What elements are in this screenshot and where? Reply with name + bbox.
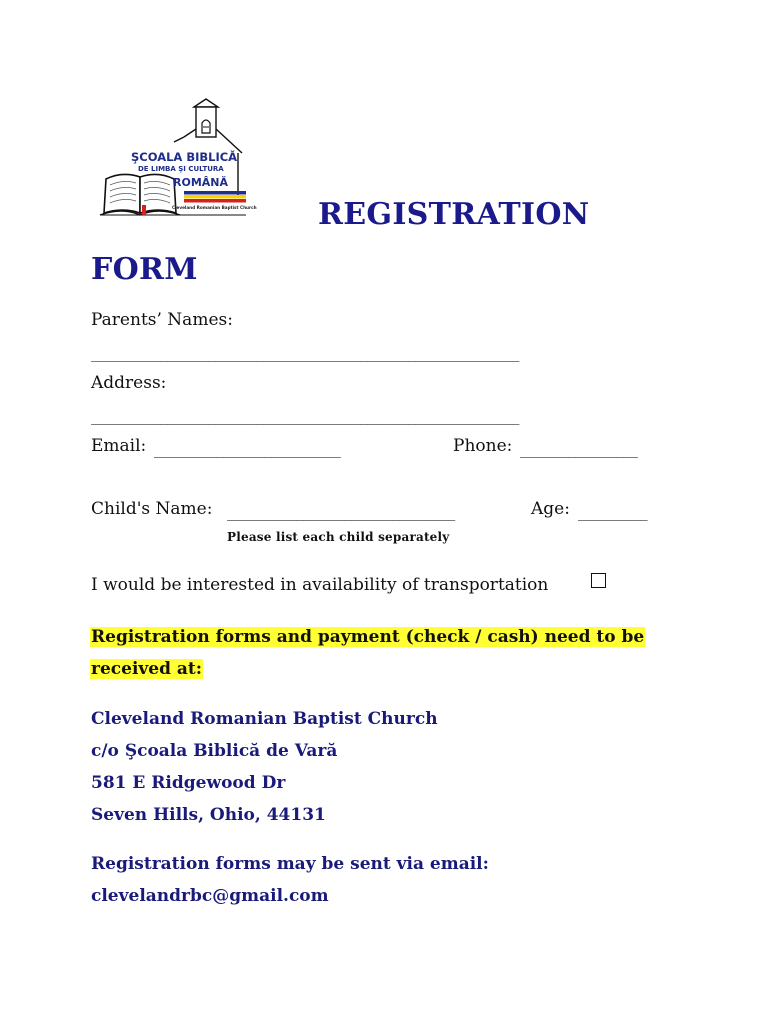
address-city: Seven Hills, Ohio, 44131 xyxy=(91,805,326,825)
logo-caption: Cleveland Romanian Baptist Church xyxy=(172,205,257,210)
payment-instructions-line2 xyxy=(90,659,203,679)
school-logo xyxy=(98,97,257,219)
transportation-text: I would be interested in availability of transportation xyxy=(91,575,549,595)
age-label: Age: xyxy=(531,499,570,519)
child-note: Please list each child separately xyxy=(227,530,450,544)
payment-instructions-text2: received at: xyxy=(91,659,203,679)
child-name-line[interactable]: _________________________________ xyxy=(227,503,455,521)
logo-line1: ŞCOALA BIBLICĂ xyxy=(131,150,238,164)
parents-names-line[interactable]: ______________________________________________________________ xyxy=(91,344,519,362)
email-section-label: Registration forms may be sent via email: xyxy=(91,854,489,874)
logo-line2: DE LIMBA ŞI CULTURA xyxy=(138,165,224,173)
contact-email[interactable]: clevelandrbc@gmail.com xyxy=(91,886,329,906)
logo-line3: ROMÂNĂ xyxy=(173,176,228,189)
title-form: FORM xyxy=(91,252,198,287)
title-registration: REGISTRATION xyxy=(318,197,590,232)
phone-line[interactable]: _________________ xyxy=(520,440,638,458)
address-care-of: c/o Şcoala Biblică de Vară xyxy=(91,741,338,761)
address-church: Cleveland Romanian Baptist Church xyxy=(91,709,438,729)
child-name-label: Child's Name: xyxy=(91,499,213,519)
payment-instructions-line1 xyxy=(90,627,645,647)
email-line[interactable]: ___________________________ xyxy=(154,440,341,458)
phone-label: Phone: xyxy=(453,436,513,456)
payment-instructions-text1: Registration forms and payment (check / cash) need to be xyxy=(91,627,645,647)
age-line[interactable]: __________ xyxy=(578,503,648,521)
transportation-checkbox[interactable] xyxy=(591,573,606,588)
address-label: Address: xyxy=(91,373,167,393)
address-street: 581 E Ridgewood Dr xyxy=(91,773,286,793)
email-label: Email: xyxy=(91,436,147,456)
address-line[interactable]: ______________________________________________________________ xyxy=(91,407,519,425)
parents-names-label: Parents’ Names: xyxy=(91,310,233,330)
